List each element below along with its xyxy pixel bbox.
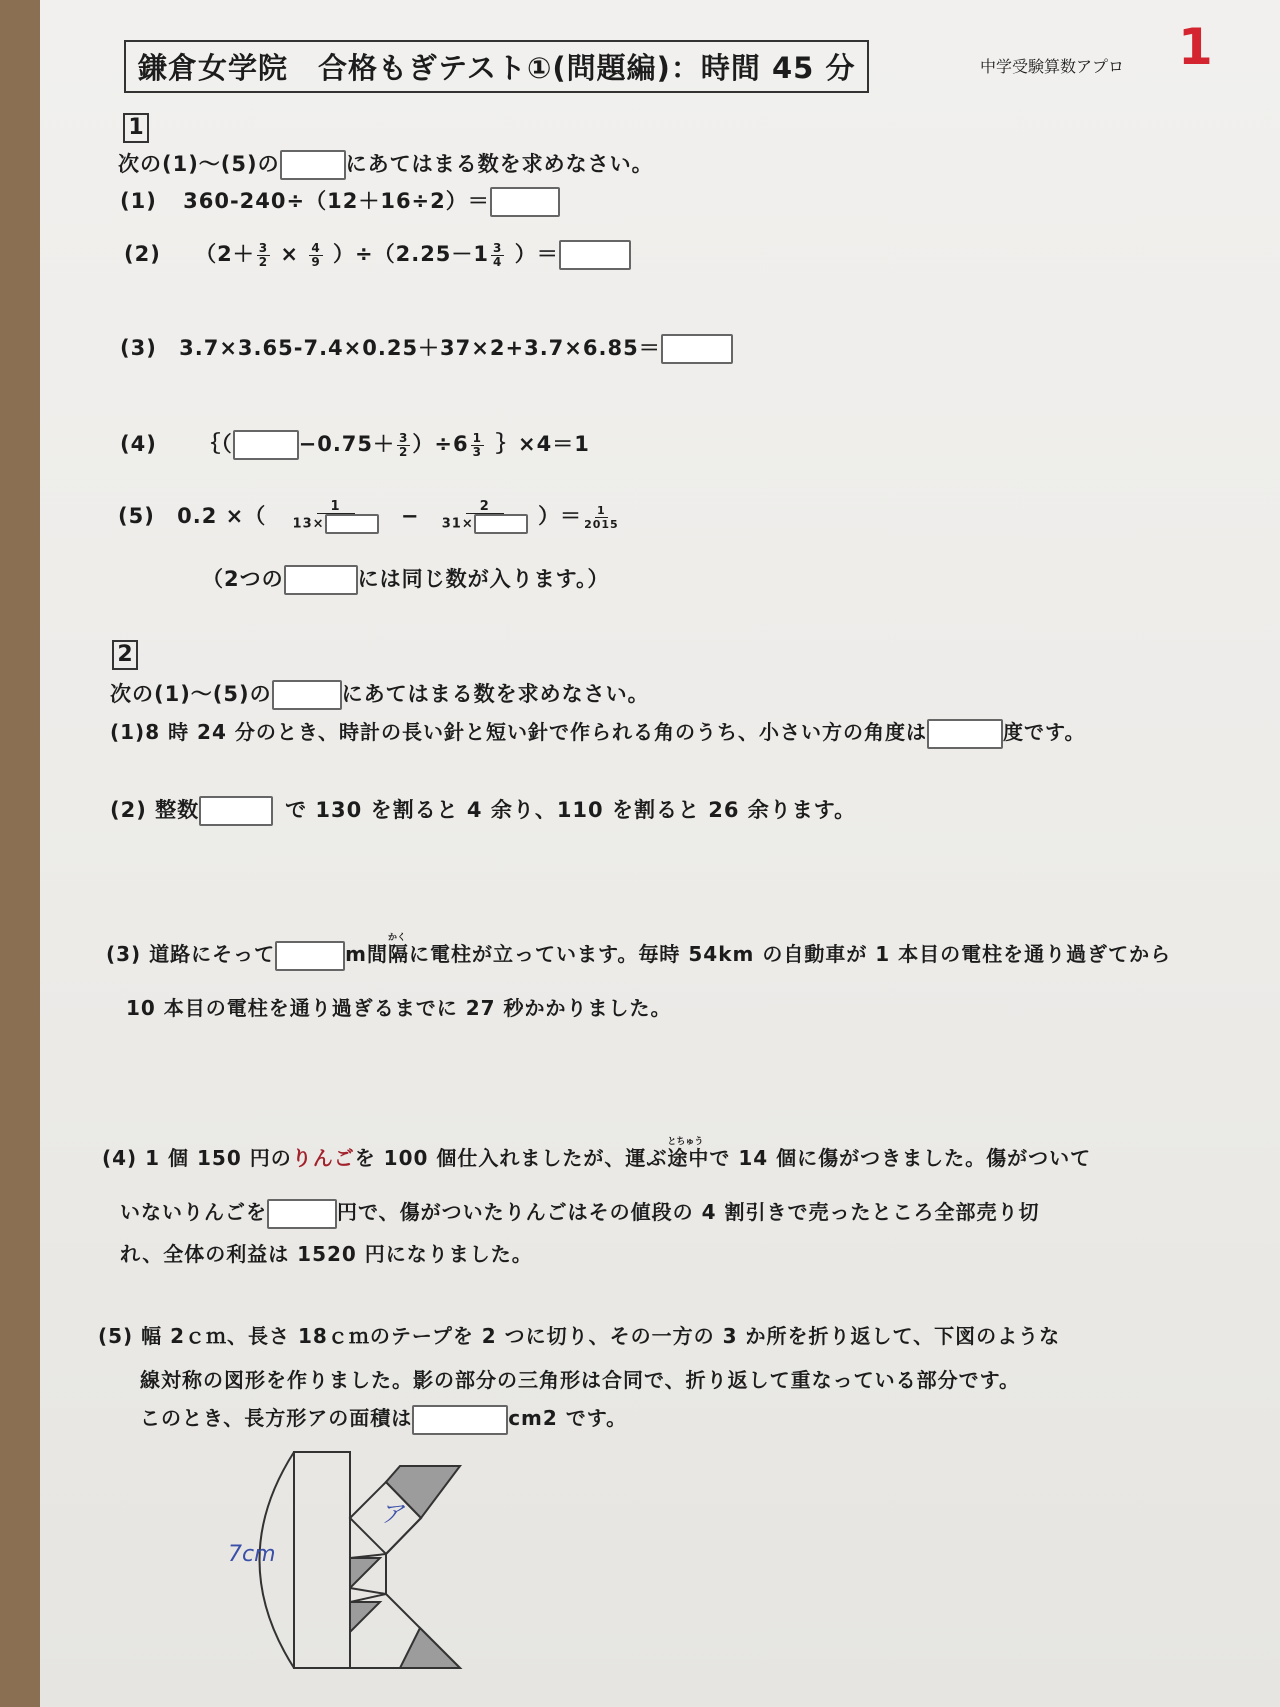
expression: ）÷6 [412,432,469,456]
fraction: $\frac{2}{31\times}$ [442,500,528,534]
vertical-tape [294,1452,350,1668]
expression: ）÷（2.25－1 [333,242,490,266]
s2-question-4-line2 [120,1196,1039,1229]
answer-box[interactable] [199,796,273,826]
rectangle-a-label: ア [380,1500,404,1528]
question-text: (4) 1 個 150 円の [102,1146,292,1170]
answer-box-sample [272,680,342,710]
s1-question-2 [124,238,631,270]
worksheet-title: 鎌倉女学院 合格もぎテスト①(問題編)：時間 45 分 [124,40,869,93]
expression: ）＝ [538,504,583,528]
answer-box[interactable] [474,514,528,534]
question-text: (1)8 時 24 分のとき、時計の長い針と短い針で作られる角のうち、小さい方の角度は [110,720,928,744]
question-text: このとき、長方形アの面積は [140,1406,413,1430]
s2-question-1 [110,716,1085,749]
section-2-number: 2 [112,640,138,670]
instruction-text: にあてはまる数を求めなさい。 [341,682,650,706]
answer-box[interactable] [927,719,1003,749]
question-label: (2) [124,242,161,266]
page-number: 1 [1178,18,1213,76]
answer-box[interactable] [412,1405,508,1435]
question-text: (2) 整数 [110,798,200,822]
fraction: $\frac{3}{4}$ [493,240,503,269]
question-text: 中で 14 個に傷がつきました。傷がついて [688,1146,1092,1170]
question-text: いないりんごを [120,1200,267,1224]
answer-box-sample [280,150,346,180]
question-text: に電柱が立っています。毎時 54km の自動車が 1 本目の電柱を通り過ぎてから [409,942,1172,966]
brand-label: 中学受験算数アプロ [980,57,1125,76]
expression: ｝×4＝1 [495,432,590,456]
s2-question-3 [106,933,1172,971]
section-2-instruction [110,678,650,710]
answer-box-sample [284,565,358,595]
answer-box[interactable] [661,334,733,364]
apple-word: りんご [291,1146,355,1170]
s1-question-1 [120,185,560,217]
s2-question-3-line2: 10 本目の電柱を通り過ぎるまでに 27 秒かかりました。 [126,996,672,1020]
shaded-triangle-left-upper [350,1558,380,1588]
s1-question-5-note [202,563,609,595]
expression: 0.2 ×（ [177,504,267,528]
fraction: $\frac{1}{3}$ [472,430,482,459]
answer-box[interactable] [275,941,345,971]
fraction: $\frac{4}{9}$ [311,240,321,269]
answer-box[interactable] [267,1199,337,1229]
expression: ）＝ [514,242,559,266]
question-label: (1) [120,189,157,213]
s2-question-4 [102,1137,1092,1171]
instruction-text: にあてはまる数を求めなさい。 [345,152,654,176]
fraction: $\frac{3}{2}$ [258,240,269,269]
ruby-word: とちゅう 途 [667,1137,704,1170]
worksheet-page [40,0,1280,1707]
expression: ｛（ [199,432,233,456]
expression: × [280,242,300,266]
answer-box[interactable] [559,240,631,270]
question-text: 円で、傷がついたりんごはその値段の 4 割引きで売ったところ全部売り切 [337,1200,1040,1224]
shaded-triangle-left-lower [350,1602,380,1632]
question-label: (5) [118,504,155,528]
s2-question-2 [110,794,856,826]
ruby-word: かく 隔 [388,933,410,966]
question-text: cm2 です。 [508,1406,628,1430]
question-text: を 100 個仕入れましたが、運ぶ [354,1146,668,1170]
expression: 360-240÷（12＋16÷2）＝ [183,189,490,213]
note-text: には同じ数が入ります。） [357,567,610,591]
expression: −0.75＋ [298,432,396,456]
dimension-label: 7cm [228,1542,276,1567]
note-text: （2つの [202,567,284,591]
s1-question-5 [118,500,621,534]
answer-box[interactable] [233,430,299,460]
instruction-text: 次の(1)～(5)の [118,152,280,176]
expression: （2＋ [195,242,255,266]
shaded-triangle-bottom [400,1628,460,1668]
fraction: $\frac{1}{13\times}$ [293,500,379,534]
question-text: で 130 を割ると 4 余り、110 を割ると 26 余ります。 [285,798,857,822]
question-text: m間 [345,942,389,966]
section-1-instruction [118,148,654,180]
answer-box[interactable] [325,514,379,534]
instruction-text: 次の(1)～(5)の [110,682,272,706]
s2-question-4-line3: れ、全体の利益は 1520 円になりました。 [120,1242,533,1266]
question-text: 度です。 [1003,720,1086,744]
section-1-number: 1 [123,113,149,143]
question-label: (3) [120,336,157,360]
minus-sign: − [400,504,420,528]
question-label: (4) [120,432,157,456]
s2-question-5-line2: 線対称の図形を作りました。影の部分の三角形は合同で、折り返して重なっている部分です。 [140,1368,1020,1392]
answer-box[interactable] [490,187,560,217]
question-text: (3) 道路にそって [106,942,276,966]
fraction: $\frac{3}{2}$ [399,430,409,459]
s1-question-3 [120,332,733,364]
expression: 3.7×3.65-7.4×0.25＋37×2+3.7×6.85＝ [179,336,661,360]
s2-question-5-line3 [140,1402,627,1435]
fraction: $\frac{1}{2015}$ [584,503,619,531]
s2-question-5-line1: (5) 幅 2ｃｍ、長さ 18ｃｍのテープを 2 つに切り、その一方の 3 か所を折り返して、下図のような [98,1324,1061,1348]
s1-question-4 [120,428,590,460]
